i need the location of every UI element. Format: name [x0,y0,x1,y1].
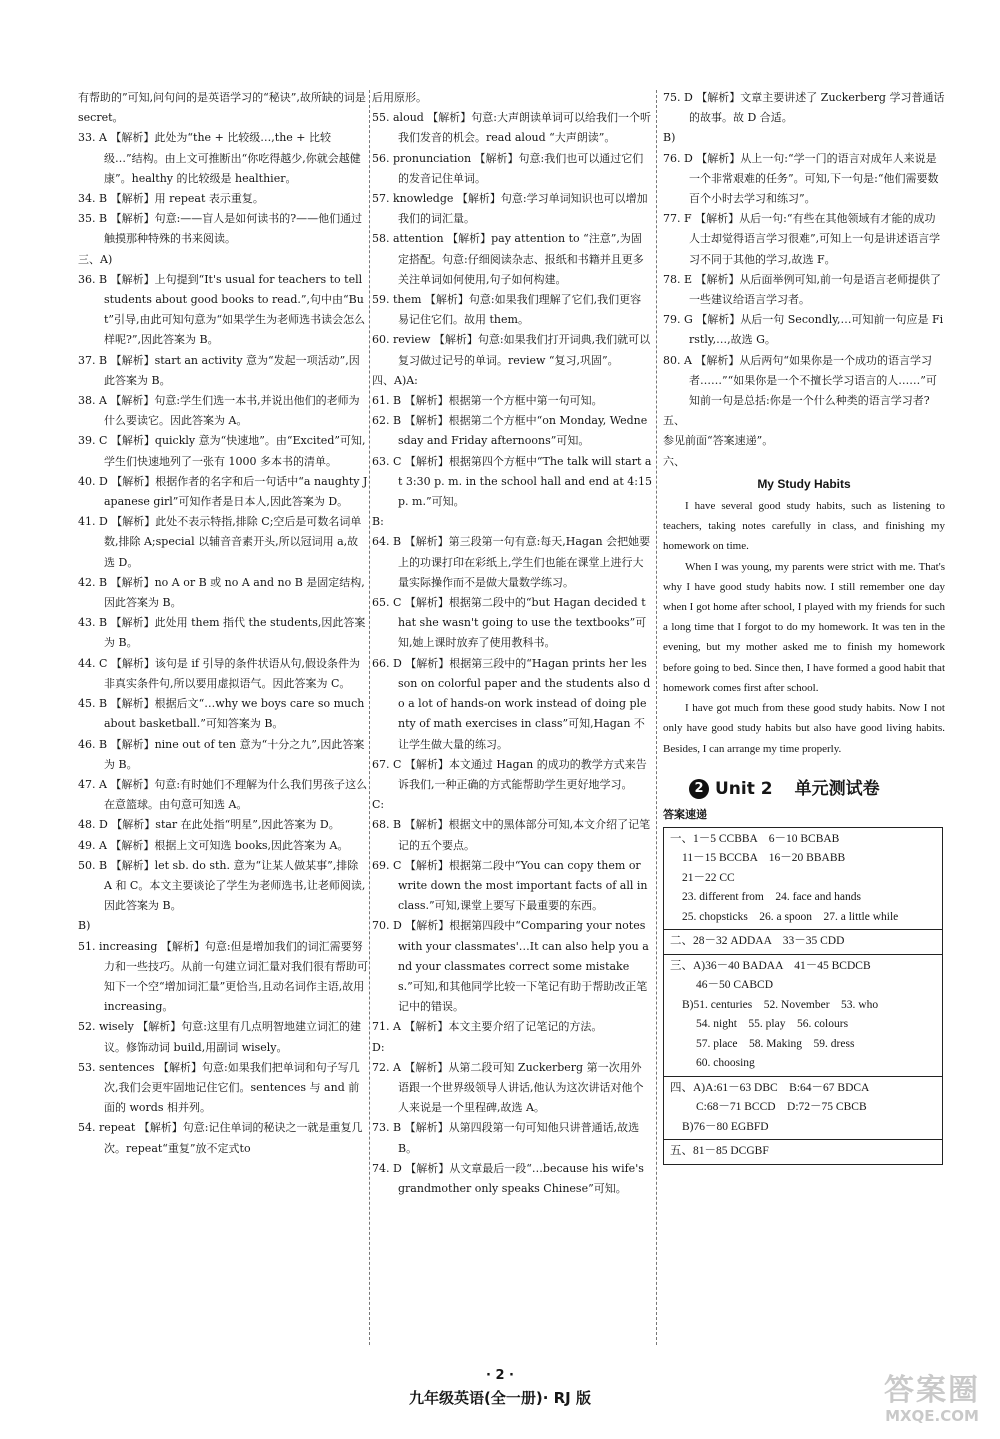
answer-item: 34. B 【解析】用 repeat 表示重复。 [78,192,264,206]
column-divider-left [369,90,370,1345]
watermark-url: MXQE.COM [885,1407,979,1425]
answer-item: 41. D 【解析】此处不表示特指,排除 C;空后是可数名词单数,排除 A;special 以辅音音素开头,所以冠词用 a,故选 D。 [78,515,362,569]
answer-key-line: 46－50 CABCD [696,979,773,992]
answer-item: 76. D 【解析】从上一句:“学一门的语言对成年人来说是一个非常艰难的任务”。可知,下一句是:“他们需要数百个小时去学习和练习”。 [663,151,939,206]
answer-item: 70. D 【解析】根据第四段中“Comparing your notes with your classmates'…It can also help you and your classmates correct some mistakes.”可知,和其他同学比较一下笔记有助于帮助改正笔记中的错误。 [372,919,649,1014]
answer-item: 46. B 【解析】nine out of ten 意为“十分之九”,因此答案为 B。 [78,737,365,771]
watermark-text: 答案圈 [884,1373,980,1408]
unit-name: Unit 2 [715,778,773,799]
section-label: 有帮助的”可知,问句问的是英语学习的“秘诀”,故所缺的词是 secret。 [78,91,366,125]
answer-key-line: 25. chopsticks 26. a spoon 27. a little while [682,910,899,923]
answer-item: 49. A 【解析】根据上文可知选 books,因此答案为 A。 [78,838,349,852]
page-number: · 2 · [486,1368,514,1383]
answer-key-line: 四、A)A:61－63 DBC B:64－67 BDCA [670,1081,870,1094]
section-label: 四、A)A: [372,373,418,387]
section-label: 六、 [663,454,685,468]
answer-item: 40. D 【解析】根据作者的名字和后一句话中“a naughty Japanese girl”可知作者是日本人,因此答案为 D。 [78,474,368,509]
answer-key-box [663,827,943,1165]
answer-key-line: 11－15 BCCBA 16－20 BBABB [682,852,846,865]
section-label: 五、 [663,414,685,428]
answer-key-section [664,955,942,1077]
answer-item: 42. B 【解析】no A or B 或 no A and no B 是固定结构,因此答案为 B。 [78,575,365,610]
answer-item: 37. B 【解析】start an activity 意为“发起一项活动”,因此答案为 B。 [78,353,360,387]
answer-item: 35. B 【解析】句意:——盲人是如何读书的?——他们通过触摸那种特殊的书来阅读。 [78,212,363,246]
answer-item: 45. B 【解析】根据后文“…why we boys care so much about basketball.”可知答案为 B。 [78,697,365,731]
answer-item: 62. B 【解析】根据第二个方框中“on Monday, Wednesday and Friday afternoons”可知。 [372,414,648,448]
answer-item: 44. C 【解析】该句是 if 引导的条件状语从句,假设条件为非真实条件句,所以要用虚拟语气。因此答案为 C。 [78,656,360,690]
answer-list-3 [663,88,945,472]
answer-item: 77. F 【解析】从后一句:“有些在其他领域有才能的成功人士却觉得语言学习很难”,可知上一句是讲述语言学习不同于其他的学习,故选 F。 [663,212,941,266]
answer-key-line: 21－22 CC [682,871,735,884]
unit-heading [689,779,945,799]
answer-key-line: 23. different from 24. face and hands [682,891,861,904]
section-label: B) [78,919,91,933]
answer-item: 61. B 【解析】根据第一个方框中第一句可知。 [372,394,603,408]
answer-key-line: 三、A)36－40 BADAA 41－45 BCDCB [670,959,871,972]
answer-item: 58. attention 【解析】pay attention to “注意”,为固定搭配。句意:仔细阅读杂志、报纸和书籍并且更多关注单词如何使用,句子如何构建。 [372,232,644,286]
essay-paragraph: I have got much from these good study habits. Now I not only have good study habits but also have good living habits. Besides, I can arrange my time properly. [663,702,945,755]
answer-item: 43. B 【解析】此处用 them 指代 the students,因此答案为 B。 [78,616,366,650]
unit-number-badge: 2 [689,779,709,799]
answer-item: 67. C 【解析】本文通过 Hagan 的成功的教学方式来告诉我们,一种正确的方式能帮助学生更好地学习。 [372,757,647,791]
answer-key-line: B)51. centuries 52. November 53. who [682,998,879,1011]
answer-item: 48. D 【解析】star 在此处指“明星”,因此答案为 D。 [78,818,340,832]
answer-key-line: 57. place 58. Making 59. dress [696,1037,855,1050]
answer-item: 36. B 【解析】上句提到“It's usual for teachers to tell students about good books to read.”,句中由“But”引导,由此可知句意为“如果学生为老师选书读会怎么样呢?”,因此答案为 B。 [78,272,366,347]
answer-item: 72. A 【解析】从第二段可知 Zuckerberg 第一次用外语跟一个世界级领导人讲话,他认为这次讲话对他个人来说是一个里程碑,故选 A。 [372,1060,644,1115]
answer-item: 63. C 【解析】根据第四个方框中“The talk will start at 3:30 p. m. in the school hall and end at 4:15 p. m.”可知。 [372,454,652,509]
answer-item: 39. C 【解析】quickly 意为“快速地”。由“Excited”可知,学生们快速地列了一张有 1000 多本书的清单。 [78,434,366,468]
answer-key-section [664,930,942,955]
answer-item: 68. B 【解析】根据文中的黑体部分可知,本文介绍了记笔记的五个要点。 [372,818,651,852]
answer-key-line: 60. choosing [696,1057,755,1070]
section-label: B: [372,515,384,529]
answer-column-3 [663,88,945,1165]
section-label: B) [663,131,676,145]
answer-item: 52. wisely 【解析】句意:这里有几点明智地建立词汇的建议。修饰动词 build,用副词 wisely。 [78,1020,362,1054]
answer-key-section [664,1140,942,1164]
book-title: 九年级英语(全一册)· RJ 版 [409,1389,591,1407]
column-divider-right [656,90,657,1345]
answer-item: 78. E 【解析】从后面举例可知,前一句是语言老师提供了一些建议给语言学习者。 [663,272,942,307]
answer-item: 38. A 【解析】句意:学生们选一本书,并说出他们的老师为什么要读它。因此答案为 A。 [78,394,360,428]
answers-label: 答案速递 [663,807,707,821]
answer-item: 47. A 【解析】句意:有时她们不理解为什么我们男孩子这么在意篮球。由句意可知选 A。 [78,777,368,812]
answer-item: 50. B 【解析】let sb. do sth. 意为“让某人做某事”,排除 A 和 C。本文主要谈论了学生为老师选书,让老师阅读,因此答案为 B。 [78,858,366,913]
answer-item: 73. B 【解析】从第四段第一句可知他只讲普通话,故选 B。 [372,1121,640,1155]
answer-key-line: 54. night 55. play 56. colours [696,1018,849,1031]
answer-key-section [664,1077,942,1141]
section-label: 三、A) [78,252,113,266]
section-label: C: [372,798,385,812]
answer-item: 53. sentences 【解析】句意:如果我们把单词和句子写几次,我们会更牢固地记住它们。sentences 与 and 前面的 words 相并列。 [78,1060,360,1115]
answer-item: 51. increasing 【解析】句意:但是增加我们的词汇需要努力和一些技巧。从前一句建立词汇量对我们很有帮助可知下一个空“增加词汇量”更恰当,且动名词作主语,故用 increasing。 [78,939,368,1014]
answer-item: 80. A 【解析】从后两句“如果你是一个成功的语言学习者……”“如果你是一个不擅长学习语言的人……”可知前一句是总括:你是一个什么种类的语言学习者? [663,353,937,408]
section-label: D: [372,1040,385,1054]
section-label: 后用原形。 [372,91,427,104]
answer-item: 75. D 【解析】文章主要讲述了 Zuckerberg 学习普通话的故事。故 D 合适。 [663,91,945,125]
unit-title: 单元测试卷 [794,778,880,799]
essay-title: My Study Habits [757,476,851,491]
answer-key-line: 五、81－85 DCGBF [670,1145,769,1158]
answer-item: 60. review 【解析】句意:如果我们打开词典,我们就可以复习做过记号的单词。review “复习,巩固”。 [372,333,651,367]
answer-key-line: 二、28－32 ADDAA 33－35 CDD [670,935,845,948]
answer-item: 54. repeat 【解析】句意:记住单词的秘诀之一就是重复几次。repeat“重复”放不定式to [78,1121,363,1155]
answer-item: 59. them 【解析】句意:如果我们理解了它们,我们更容易记住它们。故用 them。 [372,293,642,327]
answer-item: 74. D 【解析】从文章最后一段“…because his wife's grandmother only speaks Chinese”可知。 [372,1161,644,1195]
watermark-logo [884,1374,980,1424]
essay-paragraph: When I was young, my parents were strict with me. That's why I have good study habits now. I still remember one day when I got home after school, I played with my friends for such a long time that I forgot to do my homework. It was ten in the evening, but my mother asked me to finish my homework before going to bed. Since then, I have formed a good habit that homework comes first after school. [663,560,945,694]
answer-item: 33. A 【解析】此处为“the + 比较级…,the + 比较级…”结构。由上文可推断出“你吃得越少,你就会越健康”。healthy 的比较级是 healthier。 [78,131,361,185]
answer-item: 69. C 【解析】根据第二段中“You can copy them or write down the most important facts of all in class.”可知,课堂上要写下最重要的东西。 [372,858,648,913]
answer-item: 64. B 【解析】第三段第一句有意:每天,Hagan 会把她要上的功课打印在彩纸上,学生们也能在课堂上进行大量实际操作而不是做大量数学练习。 [372,535,651,589]
answer-item: 71. A 【解析】本文主要介绍了记笔记的方法。 [372,1020,603,1034]
answer-item: 65. C 【解析】根据第二段中的“but Hagan decided that she wasn't going to use the textbooks”可知,她上课时放弃了使用教科书。 [372,596,647,650]
answer-key-section [664,828,942,931]
answer-item: 55. aloud 【解析】句意:大声朗读单词可以给我们一个听我们发音的机会。read aloud “大声朗读”。 [372,111,652,145]
sample-essay [663,474,945,759]
answer-item: 57. knowledge 【解析】句意:学习单词知识也可以增加我们的词汇量。 [372,192,648,226]
answer-item: 66. D 【解析】根据第三段中的“Hagan prints her lesson on colorful paper and the students also do a lot of hands-on work instead of doing plenty of math exercises in class”可知,Hagan 不让学生做大量的练习。 [372,656,651,751]
section-label: 参见前面“答案速递”。 [663,434,774,448]
answer-column-1 [78,88,368,1159]
answer-key-line: C:68－71 BCCD D:72－75 CBCB [696,1101,867,1114]
answer-key-line: 一、1－5 CCBBA 6－10 BCBAB [670,832,840,845]
answer-item: 56. pronunciation 【解析】句意:我们也可以通过它们的发音记住单词。 [372,151,644,185]
answer-item: 79. G 【解析】从后一句 Secondly,…可知前一句应是 Firstly,…,故选 G。 [663,313,944,347]
answer-key-line: B)76－80 EGBFD [682,1120,769,1133]
essay-paragraph: I have several good study habits, such as listening to teachers, taking notes carefully in class, and finishing my homework on time. [663,500,945,553]
answer-column-2 [372,88,652,1199]
